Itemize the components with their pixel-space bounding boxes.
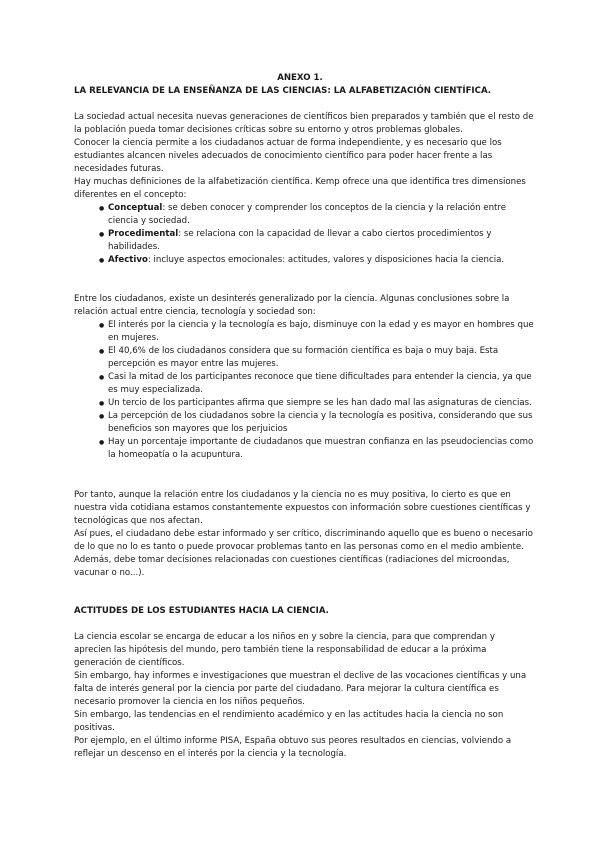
intro-paragraph-3: Hay muchas definiciones de la alfabetización científica. Kemp ofrece una que identifica tres dimensiones diferentes en el concepto: (74, 177, 526, 200)
intro-paragraph-2: Conocer la ciencia permite a los ciudadanos actuar de forma independiente, y es necesario que los estudiantes alcancen niveles adecuados de conocimiento científico para poder hacer frente a las necesidades futuras. (74, 138, 502, 174)
citizens-section (74, 293, 534, 462)
list-item (108, 202, 534, 228)
attitudes-paragraph-3: Sin embargo, las tendencias en el rendimiento académico y en las actitudes hacia la ciencia no son positivas. (74, 710, 504, 733)
citizens-intro: Entre los ciudadanos, existe un desinterés generalizado por la ciencia. Algunas conclusiones sobre la relación actual entre ciencia, tecnología y sociedad son: (74, 294, 510, 317)
attitudes-section (74, 631, 534, 761)
attitudes-heading: ACTITUDES DE LOS ESTUDIANTES HACIA LA CIENCIA. (74, 606, 329, 616)
list-item (108, 228, 534, 254)
dimension-term: Afectivo (108, 255, 148, 265)
attitudes-paragraph-2: Sin embargo, hay informes e investigaciones que muestran el declive de las vocaciones científicas y una falta de interés general por la ciencia por parte del ciudadano. Para mejorar la cultura científica es necesario promover la ciencia en los niños pequeños. (74, 671, 527, 707)
dimension-text: : se deben conocer y comprender los conceptos de la ciencia y la relación entre ciencia y sociedad. (108, 203, 507, 226)
dimension-term: Procedimental (108, 229, 179, 239)
conclusion-section (74, 489, 534, 580)
dimension-term: Conceptual (108, 203, 163, 213)
citizens-list (74, 319, 534, 462)
conclusion-paragraph-1: Por tanto, aunque la relación entre los ciudadanos y la ciencia no es muy positiva, lo cierto es que en nuestra vida cotidiana estamos constantemente expuestos con información sobre cuestiones científicas y tecnológicas que nos afectan. (74, 490, 531, 526)
list-item: ● La percepción de los ciudadanos sobre la ciencia y la tecnología es positiva, considerando que sus beneficios son mayores que los perjuicios (108, 410, 534, 436)
list-item: ● Un tercio de los participantes afirma que siempre se les han dado mal las asignaturas de ciencias. (108, 397, 534, 410)
conclusion-paragraph-2: Así pues, el ciudadano debe estar informado y ser crítico, discriminando aquello que es bueno o necesario de lo que no lo es tanto o puede provocar problemas tanto en las personas como en el medio ambiente. (74, 529, 533, 552)
dimensions-list (74, 202, 534, 267)
list-item: ● Hay un porcentaje importante de ciudadanos que muestran confianza en las pseudociencias como la homeopatía o la acupuntura. (108, 436, 534, 462)
dimension-text: : se relaciona con la capacidad de llevar a cabo ciertos procedimientos y habilidades. (108, 229, 492, 252)
list-item (108, 254, 534, 267)
conclusion-paragraph-3: Además, debe tomar decisiones relacionadas con cuestiones científicas (radiaciones del microondas, vacunar o no...). (74, 555, 510, 578)
annex-label: ANEXO 1. (277, 73, 323, 83)
list-item: ● El interés por la ciencia y la tecnología es bajo, disminuye con la edad y es mayor en hombres que en mujeres. (108, 319, 534, 345)
main-title: LA RELEVANCIA DE LA ENSEÑANZA DE LAS CIENCIAS: LA ALFABETIZACIÓN CIENTÍFICA. (74, 86, 492, 96)
list-item: ● Casi la mitad de los participantes reconoce que tiene dificultades para entender la ciencia, ya que es muy especializada. (108, 371, 534, 397)
intro-paragraph-1: La sociedad actual necesita nuevas generaciones de científicos bien preparados y también que el resto de la población pueda tomar decisiones críticas sobre su entorno y otros problemas globales. (74, 112, 534, 135)
intro-section (74, 111, 534, 267)
attitudes-paragraph-4: Por ejemplo, en el último informe PISA, España obtuvo sus peores resultados en ciencias, volviendo a reflejar un descenso en el interés por la ciencia y la tecnología. (74, 736, 512, 759)
dimension-text: : incluye aspectos emocionales: actitudes, valores y disposiciones hacia la ciencia. (147, 255, 505, 265)
list-item: ● El 40,6% de los ciudadanos considera que su formación científica es baja o muy baja. Esta percepción es mayor entre las mujeres. (108, 345, 534, 371)
attitudes-paragraph-1: La ciencia escolar se encarga de educar a los niños en y sobre la ciencia, para que comprendan y aprecien las hipótesis del mundo, pero también tiene la responsabilidad de educar a la próxima generación de científicos. (74, 632, 495, 668)
